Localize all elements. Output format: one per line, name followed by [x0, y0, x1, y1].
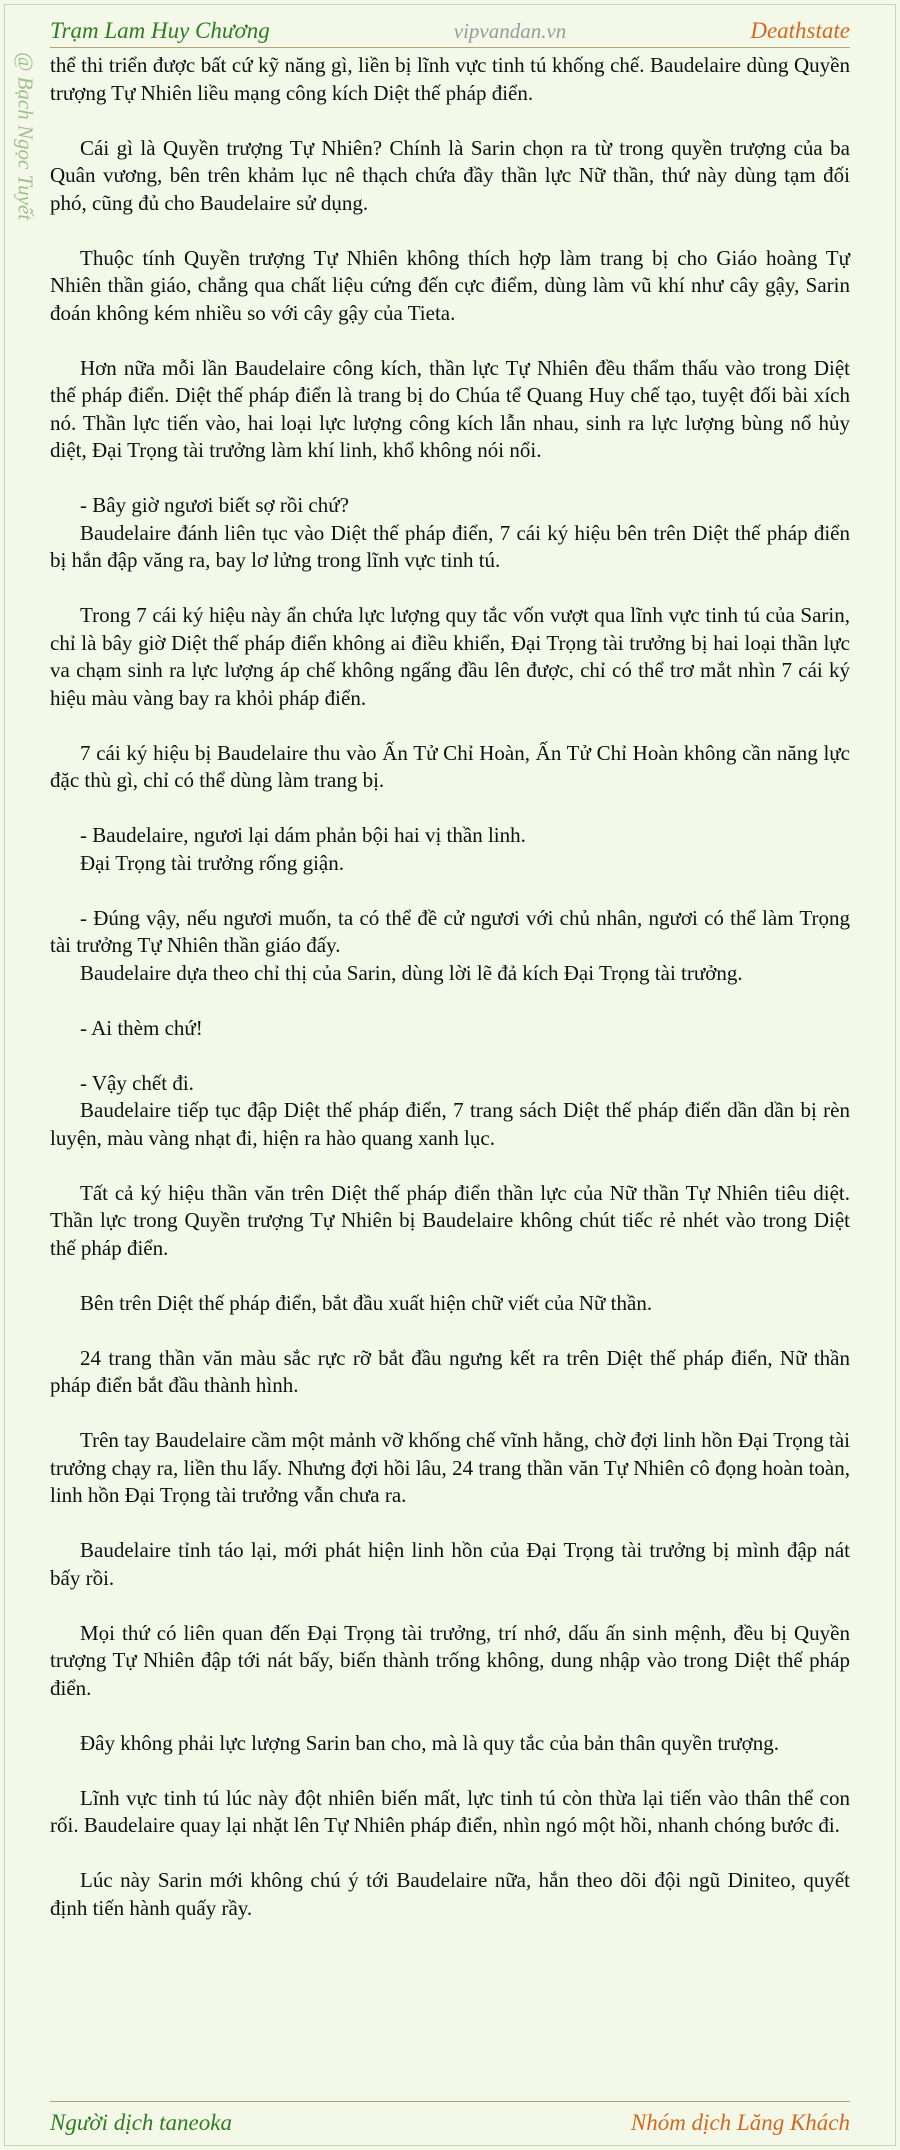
- paragraph: Tất cả ký hiệu thần văn trên Diệt thế pháp điển thần lực của Nữ thần Tự Nhiên tiêu diệt. Thần lực trong Quyền trượng Tự Nhiên bị Baudelaire không chút tiếc rẻ nhét vào trong Diệt thế pháp điển.: [50, 1180, 850, 1260]
- paragraph: Bên trên Diệt thế pháp điển, bắt đầu xuất hiện chữ viết của Nữ thần.: [80, 1290, 653, 1315]
- paragraph: Trên tay Baudelaire cầm một mảnh vỡ khống chế vĩnh hằng, chờ đợi linh hồn Đại Trọng tài trưởng chạy ra, liền thu lấy. Nhưng đợi hồi lâu, 24 trang thần văn Tự Nhiên cô đọng hoàn toàn, linh hồn Đại Trọng tài trưởng vẫn chưa ra.: [50, 1428, 850, 1507]
- paragraph: 24 trang thần văn màu sắc rực rỡ bắt đầu ngưng kết ra trên Diệt thế pháp điển, Nữ thần pháp điển bắt đầu thành hình.: [50, 1345, 850, 1397]
- footer-translator: Người dịch taneoka: [50, 2110, 232, 2135]
- paragraph: Lĩnh vực tinh tú lúc này đột nhiên biến mất, lực tinh tú còn thừa lại tiến vào thân thể con rối. Baudelaire quay lại nhặt lên Tự Nhiên pháp điển, nhìn ngó một hồi, nhanh chóng bước đi.: [50, 1785, 850, 1837]
- paragraph: 7 cái ký hiệu bị Baudelaire thu vào Ấn Tử Chỉ Hoàn, Ấn Tử Chỉ Hoàn không cần năng lực đặc thù gì, chỉ có thể dùng làm trang bị.: [50, 740, 850, 792]
- paragraph: Đại Trọng tài trưởng rống giận.: [80, 850, 344, 875]
- paragraph: Thuộc tính Quyền trượng Tự Nhiên không thích hợp làm trang bị cho Giáo hoàng Tự Nhiên thần giáo, chẳng qua chất liệu cứng đến cực điểm, dùng làm vũ khí như cây gậy, Sarin đoán không kém nhiều so với cây gậy của Tieta.: [50, 245, 850, 325]
- paragraph: Đây không phải lực lượng Sarin ban cho, mà là quy tắc của bản thân quyền trượng.: [80, 1730, 780, 1755]
- dialogue-line: - Vậy chết đi.: [80, 1070, 194, 1095]
- header-title: Deathstate: [750, 18, 850, 43]
- footer-group: Nhóm dịch Lăng Khách: [630, 2110, 850, 2135]
- paragraph: Baudelaire tiếp tục đập Diệt thế pháp điển, 7 trang sách Diệt thế pháp điển dần dần bị rèn luyện, màu vàng nhạt đi, hiện ra hào quang xanh lục.: [50, 1098, 850, 1150]
- dialogue-line: - Baudelaire, ngươi lại dám phản bội hai vị thần linh.: [80, 823, 526, 847]
- paragraph: Cái gì là Quyền trượng Tự Nhiên? Chính là Sarin chọn ra từ trong quyền trượng của ba Quân vương, bên trên khảm lục nê thạch chứa đầy thần lực Nữ thần, thứ này dùng tạm đối phó, cũng đủ cho Baudelaire sử dụng.: [50, 135, 850, 215]
- page-header: [50, 10, 850, 48]
- dialogue-line: - Ai thèm chứ!: [80, 1015, 203, 1040]
- header-url: vipvandan.vn: [453, 19, 567, 43]
- dialogue-line: - Đúng vậy, nếu ngươi muốn, ta có thể đề cử ngươi với chủ nhân, ngươi có thể làm Trọng tài trưởng Tự Nhiên thần giáo đấy.: [50, 905, 850, 957]
- paragraph: Hơn nữa mỗi lần Baudelaire công kích, thần lực Tự Nhiên đều thẩm thấu vào trong Diệt thế pháp điển. Diệt thế pháp điển là trang bị do Chúa tể Quang Huy chế tạo, tuyệt đối bài xích nó. Thần lực tiến vào, hai loại lực lượng công kích lẫn nhau, sinh ra lực lượng bùng nổ hủy diệt, Đại Trọng tài trưởng làm khí linh, khổ không nói nổi.: [50, 355, 850, 462]
- dialogue-line: - Bây giờ ngươi biết sợ rồi chứ?: [80, 493, 349, 517]
- paragraph: Trong 7 cái ký hiệu này ẩn chứa lực lượng quy tắc vốn vượt qua lĩnh vực tinh tú của Sarin, chỉ là bây giờ Diệt thế pháp điển không ai điều khiển, Đại Trọng tài trưởng bị hai loại thần lực va chạm sinh ra lực lượng áp chế không ngẩng đầu lên được, chỉ có thể trơ mắt nhìn 7 cái ký hiệu màu vàng bay ra khỏi pháp điển.: [50, 603, 850, 710]
- chapter-body: [50, 52, 850, 1950]
- side-credit-text: @ Bạch Ngọc Tuyết: [13, 52, 38, 221]
- page-footer: [50, 2101, 850, 2140]
- paragraph: Lúc này Sarin mới không chú ý tới Baudelaire nữa, hắn theo dõi đội ngũ Diniteo, quyết định tiến hành quấy rầy.: [50, 1868, 850, 1920]
- paragraph: thể thi triển được bất cứ kỹ năng gì, liền bị lĩnh vực tinh tú khống chế. Baudelaire dùng Quyền trượng Tự Nhiên liều mạng công kích Diệt thế pháp điển.: [50, 53, 850, 105]
- side-credit: [8, 52, 42, 272]
- header-site-name: Trạm Lam Huy Chương: [50, 18, 270, 43]
- paragraph: Baudelaire tỉnh táo lại, mới phát hiện linh hồn của Đại Trọng tài trưởng bị mình đập nát bấy rồi.: [50, 1538, 850, 1590]
- paragraph: Baudelaire đánh liên tục vào Diệt thế pháp điển, 7 cái ký hiệu bên trên Diệt thế pháp điển bị hắn đập văng ra, bay lơ lửng trong lĩnh vực tinh tú.: [50, 520, 850, 572]
- paragraph: Baudelaire dựa theo chỉ thị của Sarin, dùng lời lẽ đả kích Đại Trọng tài trưởng.: [80, 960, 743, 985]
- paragraph: Mọi thứ có liên quan đến Đại Trọng tài trưởng, trí nhớ, dấu ấn sinh mệnh, đều bị Quyền trượng Tự Nhiên đập tới nát bấy, biến thành trống không, dung nhập vào trong Diệt thế pháp điển.: [50, 1620, 850, 1700]
